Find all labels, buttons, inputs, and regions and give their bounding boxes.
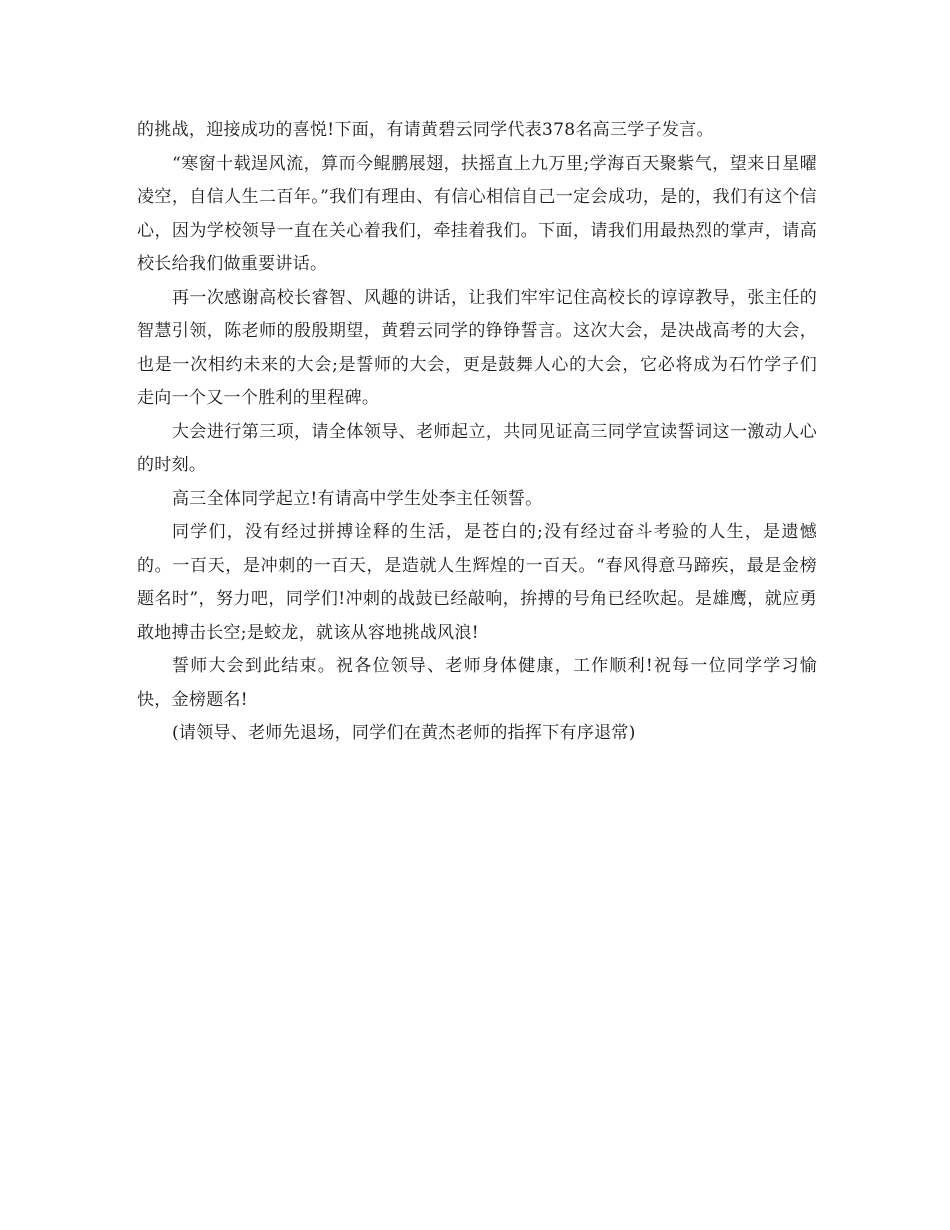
paragraph-continuation: 的挑战，迎接成功的喜悦!下面，有请黄碧云同学代表378名高三学子发言。	[137, 120, 714, 140]
document-body	[137, 114, 817, 751]
paragraph-stage-direction: (请领导、老师先退场，同学们在黄杰老师的指挥下有序退常)	[172, 723, 636, 743]
paragraph: 高三全体同学起立!有请高中学生处李主任领誓。	[172, 488, 543, 509]
paragraph: 再一次感谢高校长睿智、风趣的讲话，让我们牢牢记住高校长的谆谆教导，张主任的智慧引领，陈老师的殷殷期望，黄碧云同学的铮铮誓言。这次大会，是决战高考的大会，也是一次相约未来的大会;是誓师的大会，更是鼓舞人心的大会，它必将成为石竹学子们走向一个又一个胜利的里程碑。	[137, 287, 817, 408]
paragraph: 大会进行第三项，请全体领导、老师起立，共同见证高三同学宣读誓词这一激动人心的时刻。	[137, 421, 817, 475]
paragraph: 同学们，没有经过拼搏诠释的生活，是苍白的;没有经过奋斗考验的人生，是遗憾的。一百天，是冲刺的一百天，是造就人生辉煌的一百天。“春风得意马蹄疾，最是金榜题名时”，努力吧，同学们!冲刺的战鼓已经敲响，拚搏的号角已经吹起。是雄鹰，就应勇敢地搏击长空;是蛟龙，就该从容地挑战风浪!	[137, 522, 817, 643]
paragraph: “寒窗十载逞风流，算而今鲲鹏展翅，扶摇直上九万里;学海百天聚紫气，望来日星曜凌空，自信人生二百年。”我们有理由、有信心相信自己一定会成功，是的，我们有这个信心，因为学校领导一直在关心着我们，牵挂着我们。下面，请我们用最热烈的掌声，请高校长给我们做重要讲话。	[137, 153, 817, 274]
paragraph: 誓师大会到此结束。祝各位领导、老师身体健康，工作顺利!祝每一位同学学习愉快，金榜题名!	[137, 656, 817, 710]
